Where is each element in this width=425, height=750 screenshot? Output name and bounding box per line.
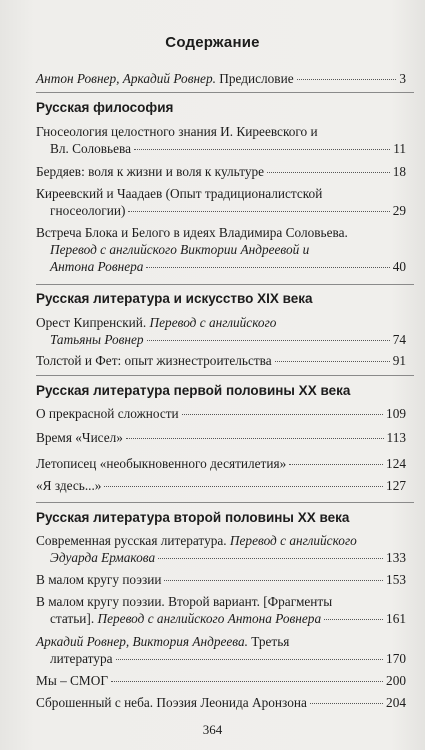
toc-entry [36, 352, 406, 369]
entry-line: В малом кругу поэзии [36, 572, 162, 587]
entry-line: Третья [251, 634, 290, 649]
toc-entry [36, 633, 406, 667]
entry-page: 113 [386, 430, 406, 445]
entry-page: 200 [386, 673, 406, 688]
section-heading: Русская литература второй половины XX века [36, 510, 350, 525]
toc-entry [36, 694, 406, 711]
toc-entry [36, 123, 406, 157]
entry-page: 204 [386, 695, 406, 710]
entry-line: Антона Ровнера [50, 259, 144, 274]
dot-leader [275, 361, 390, 362]
entry-line: Перевод с английского [149, 315, 277, 330]
dot-leader [128, 211, 389, 212]
dot-leader [126, 438, 384, 439]
entry-page: 3 [399, 71, 406, 86]
section-divider [36, 92, 414, 93]
entry-page: 91 [392, 353, 406, 368]
entry-line: Мы – СМОГ [36, 673, 109, 688]
section-heading: Русская литература и искусство XIX века [36, 291, 313, 306]
entry-line: «Я здесь...» [36, 478, 102, 493]
toc-entry [36, 429, 406, 446]
dot-leader [116, 659, 384, 660]
toc-entry [36, 571, 406, 588]
entry-line: Перевод с английского Виктории Андреевой и [50, 242, 310, 257]
entry-line: Аркадий Ровнер, Виктория Андреева. [36, 634, 248, 649]
dot-leader [310, 703, 383, 704]
entry-line: Сброшенный с неба. Поэзия Леонида Аронзона [36, 695, 307, 710]
toc-entry [36, 314, 406, 348]
entry-line: Киреевский и Чаадаев (Опыт традиционалистской [36, 186, 323, 201]
section-divider [36, 284, 414, 285]
entry-line: Перевод с английского [229, 533, 357, 548]
entry-line: Время «Чисел» [36, 430, 123, 445]
toc-entry [36, 477, 406, 494]
entry-page: 133 [386, 550, 406, 565]
entry-page: 29 [392, 203, 406, 218]
entry-author: Антон Ровнер, Аркадий Ровнер. [36, 71, 216, 86]
entry-page: 11 [393, 141, 406, 156]
section-heading: Русская философия [36, 100, 174, 115]
toc-entry [36, 163, 406, 180]
entry-page: 161 [386, 611, 406, 626]
toc-entry [36, 224, 406, 275]
toc-entry [36, 672, 406, 689]
entry-line: Перевод с английского Антона Ровнера [97, 611, 322, 626]
dot-leader [289, 464, 383, 465]
entry-line: Толстой и Фет: опыт жизнестроительства [36, 353, 272, 368]
dot-leader [182, 414, 383, 415]
entry-line: Современная русская литература. [36, 533, 227, 548]
dot-leader [111, 681, 383, 682]
entry-page: 153 [386, 572, 406, 587]
dot-leader [147, 340, 390, 341]
entry-page: 124 [386, 456, 406, 471]
entry-page: 109 [386, 406, 406, 421]
entry-line: Летописец «необыкновенного десятилетия» [36, 456, 287, 471]
entry-title: Предисловие [219, 71, 294, 86]
entry-line: Гносеология целостного знания И. Киреевского и [36, 124, 318, 139]
entry-line: Встреча Блока и Белого в идеях Владимира Соловьева. [36, 225, 348, 240]
entry-line: Вл. Соловьева [50, 141, 132, 156]
section-divider [36, 375, 414, 376]
entry-page: 170 [386, 651, 406, 666]
dot-leader [146, 267, 389, 268]
toc-entry [36, 455, 406, 472]
entry-page: 74 [392, 332, 406, 347]
entry-page: 40 [392, 259, 406, 274]
dot-leader [324, 619, 383, 620]
toc-entry-preface [36, 70, 406, 87]
toc-entry [36, 405, 406, 422]
page-number: 364 [202, 722, 223, 737]
page-title: Содержание [165, 34, 260, 51]
entry-line: В малом кругу поэзии. Второй вариант. [Фрагменты [36, 594, 333, 609]
dot-leader [104, 486, 383, 487]
toc-entry [36, 185, 406, 219]
dot-leader [297, 79, 397, 80]
entry-line: Татьяны Ровнер [50, 332, 144, 347]
section-divider [36, 502, 414, 503]
entry-line: гносеологии) [50, 203, 126, 218]
toc-entry [36, 532, 406, 566]
entry-line: Бердяев: воля к жизни и воля к культуре [36, 164, 265, 179]
entry-line: Орест Кипренский. [36, 315, 147, 330]
entry-line: Эдуарда Ермакова [50, 550, 156, 565]
toc-entry [36, 593, 406, 627]
entry-line: О прекрасной сложности [36, 406, 179, 421]
entry-page: 127 [386, 478, 406, 493]
entry-line: статьи]. [50, 611, 95, 626]
dot-leader [164, 580, 383, 581]
section-heading: Русская литература первой половины XX века [36, 383, 351, 398]
entry-line: литература [50, 651, 113, 666]
dot-leader [267, 172, 390, 173]
dot-leader [158, 558, 383, 559]
dot-leader [134, 149, 390, 150]
entry-page: 18 [392, 164, 406, 179]
